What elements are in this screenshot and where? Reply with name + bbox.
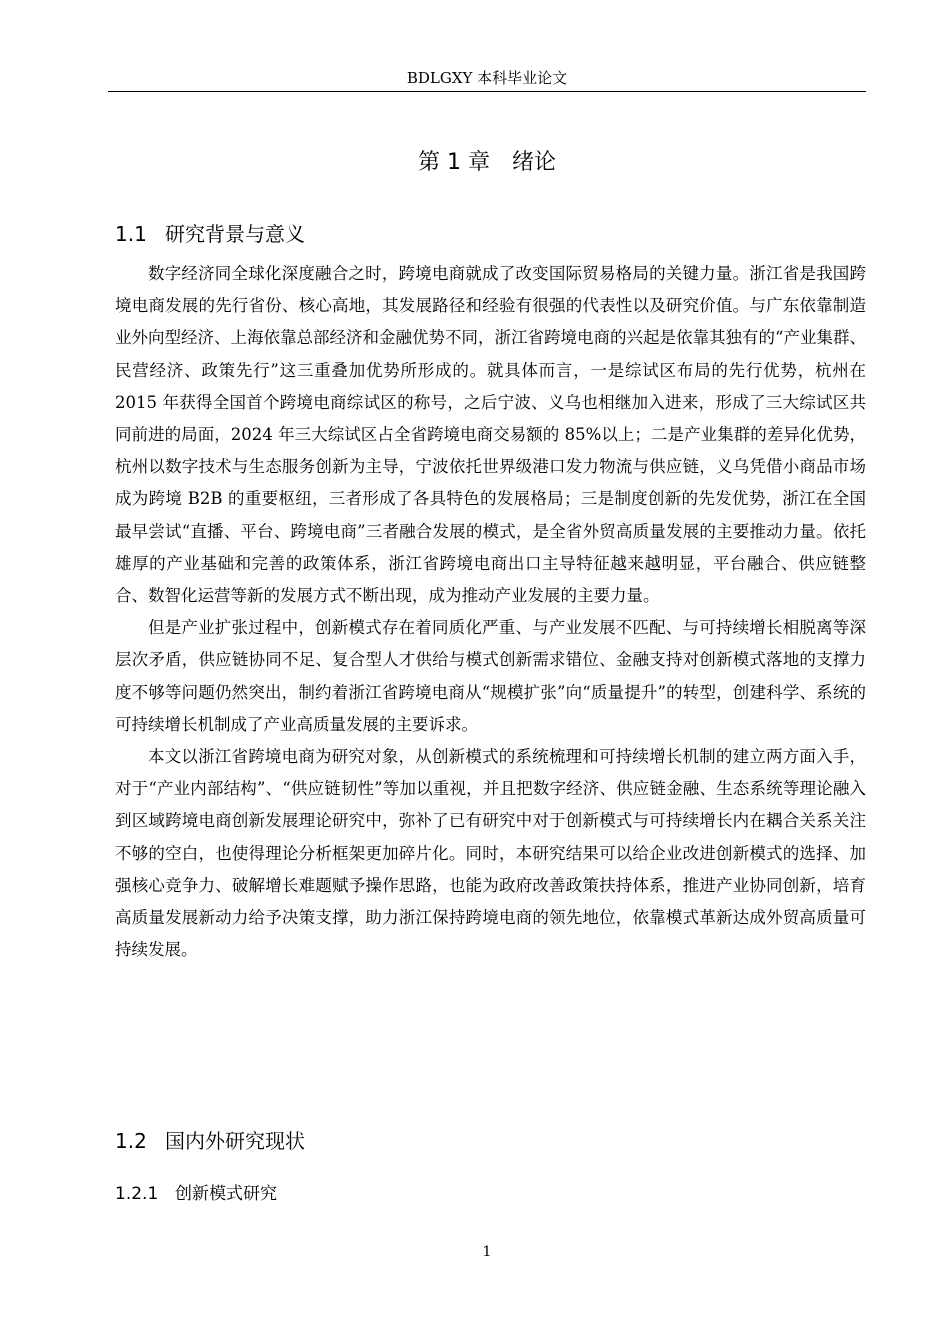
chapter-name: 绪论 xyxy=(511,150,556,175)
section-heading-1-1 xyxy=(115,219,305,249)
chapter-number: 第 1 章 xyxy=(418,150,490,175)
section-1-1-body xyxy=(115,258,866,966)
paragraph: 本文以浙江省跨境电商为研究对象，从创新模式的系统梳理和可持续增长机制的建立两方面入手，对于“产业内部结构”、“供应链韧性”等加以重视，并且把数字经济、供应链金融、生态系统等理论融入到区域跨境电商创新发展理论研究中，弥补了已有研究中对于创新模式与可持续增长内在耦合关系关注不够的空白，也使得理论分析框架更加碎片化。同时，本研究结果可以给企业改进创新模式的选择、加强核心竞争力、破解增长难题赋予操作思路，也能为政府改善政策扶持体系，推进产业协同创新，培育高质量发展新动力给予决策支撑，助力浙江保持跨境电商的领先地位，依靠模式革新达成外贸高质量可持续发展。 xyxy=(115,747,866,960)
section-title: 研究背景与意义 xyxy=(165,222,305,246)
section-title: 国内外研究现状 xyxy=(165,1129,305,1153)
subsection-heading-1-2-1 xyxy=(115,1181,277,1207)
chapter-title xyxy=(108,147,866,179)
subsection-title: 创新模式研究 xyxy=(175,1184,277,1204)
running-header: BDLGXY 本科毕业论文 xyxy=(406,69,568,87)
section-number: 1.2 xyxy=(115,1129,147,1153)
page-number: 1 xyxy=(482,1244,492,1260)
header-rule xyxy=(108,91,866,92)
section-heading-1-2 xyxy=(115,1126,305,1156)
paragraph: 但是产业扩张过程中，创新模式存在着同质化严重、与产业发展不匹配、与可持续增长相脱离等深层次矛盾，供应链协同不足、复合型人才供给与模式创新需求错位、金融支持对创新模式落地的支撑力度不够等问题仍然突出，制约着浙江省跨境电商从“规模扩张”向“质量提升”的转型，创建科学、系统的可持续增长机制成了产业高质量发展的主要诉求。 xyxy=(115,618,866,734)
subsection-number: 1.2.1 xyxy=(115,1184,159,1204)
section-number: 1.1 xyxy=(115,222,147,246)
paragraph: 数字经济同全球化深度融合之时，跨境电商就成了改变国际贸易格局的关键力量。浙江省是我国跨境电商发展的先行省份、核心高地，其发展路径和经验有很强的代表性以及研究价值。与广东依靠制造业外向型经济、上海依靠总部经济和金融优势不同，浙江省跨境电商的兴起是依靠其独有的“产业集群、民营经济、政策先行”这三重叠加优势所形成的。就具体而言，一是综试区布局的先行优势，杭州在 2015 年获得全国首个跨境电商综试区的称号，之后宁波、义乌也相继加入进来，形成了三大综试区共同前进的局面，2024 年三大综试区占全省跨境电商交易额的 85%以上；二是产业集群的差异化优势，杭州以数字技术与生态服务创新为主导，宁波依托世界级港口发力物流与供应链，义乌凭借小商品市场成为跨境 B2B 的重要枢纽，三者形成了各具特色的发展格局；三是制度创新的先发优势，浙江在全国最早尝试“直播、平台、跨境电商”三者融合发展的模式，是全省外贸高质量发展的主要推动力量。依托雄厚的产业基础和完善的政策体系，浙江省跨境电商出口主导特征越来越明显，平台融合、供应链整合、数智化运营等新的发展方式不断出现，成为推动产业发展的主要力量。 xyxy=(115,264,866,606)
